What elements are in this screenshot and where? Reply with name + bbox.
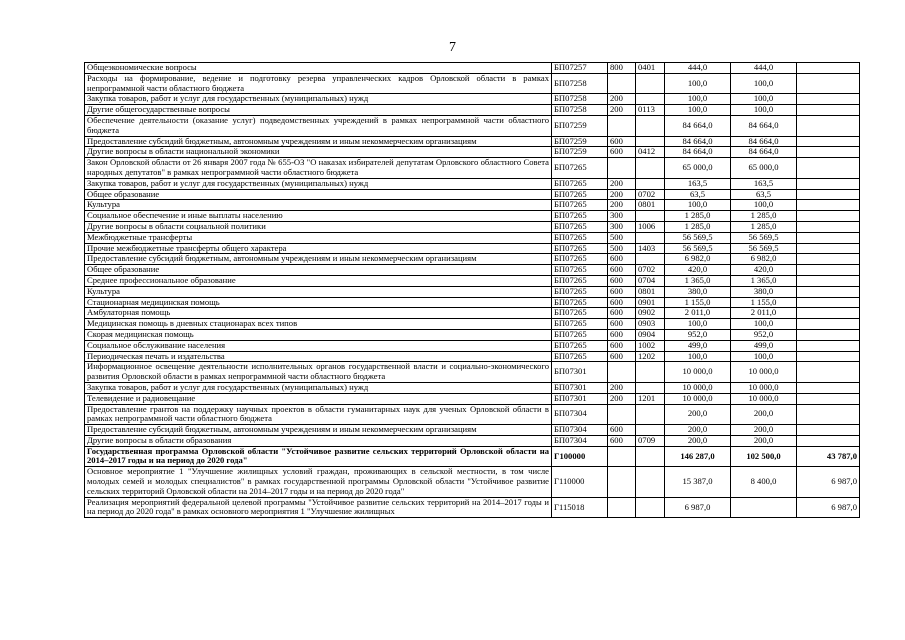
row-amount-federal — [797, 115, 860, 136]
row-rz: 1002 — [636, 340, 665, 351]
table-row — [85, 94, 860, 105]
row-amount-regional: 163,5 — [731, 178, 797, 189]
row-amount-total: 952,0 — [665, 329, 731, 340]
row-amount-federal — [797, 329, 860, 340]
row-kvr: 600 — [608, 351, 636, 362]
row-rz: 0904 — [636, 329, 665, 340]
row-amount-regional: 65 000,0 — [731, 158, 797, 179]
row-code: БП07265 — [552, 178, 608, 189]
row-amount-total: 499,0 — [665, 340, 731, 351]
table-row — [85, 286, 860, 297]
row-name: Другие вопросы в области национальной экономики — [85, 147, 552, 158]
row-rz: 0412 — [636, 147, 665, 158]
row-kvr: 600 — [608, 254, 636, 265]
row-rz: 0401 — [636, 63, 665, 74]
row-name: Закупка товаров, работ и услуг для государственных (муниципальных) нужд — [85, 382, 552, 393]
table-row — [85, 73, 860, 94]
row-rz: 1202 — [636, 351, 665, 362]
row-amount-federal — [797, 94, 860, 105]
row-name: Закупка товаров, работ и услуг для государственных (муниципальных) нужд — [85, 178, 552, 189]
row-code: БП07259 — [552, 136, 608, 147]
row-amount-federal — [797, 435, 860, 446]
row-name: Амбулаторная помощь — [85, 308, 552, 319]
row-kvr — [608, 467, 636, 497]
row-name: Информационное освещение деятельности исполнительных органов государственной власти и социально-экономического развития Орловской области в рамках непрограммной части областного бюджета — [85, 362, 552, 383]
row-code: БП07258 — [552, 94, 608, 105]
row-code: БП07304 — [552, 404, 608, 425]
row-name: Медицинская помощь в дневных стационарах всех типов — [85, 319, 552, 330]
row-code: Г115018 — [552, 497, 608, 518]
row-kvr: 200 — [608, 382, 636, 393]
row-amount-total: 380,0 — [665, 286, 731, 297]
row-amount-regional: 444,0 — [731, 63, 797, 74]
row-kvr: 600 — [608, 136, 636, 147]
row-code: БП07301 — [552, 382, 608, 393]
row-rz — [636, 211, 665, 222]
table-row — [85, 351, 860, 362]
table-row — [85, 382, 860, 393]
row-amount-total: 10 000,0 — [665, 393, 731, 404]
row-amount-regional: 10 000,0 — [731, 362, 797, 383]
row-code: БП07265 — [552, 351, 608, 362]
table-row — [85, 178, 860, 189]
row-name: Предоставление грантов на поддержку научных проектов в области гуманитарных наук для ученых Орловской области в рамках непрограммной части областного бюджета — [85, 404, 552, 425]
row-amount-regional: 100,0 — [731, 105, 797, 116]
row-amount-regional: 100,0 — [731, 319, 797, 330]
row-amount-total: 100,0 — [665, 351, 731, 362]
row-kvr: 600 — [608, 340, 636, 351]
row-kvr: 200 — [608, 94, 636, 105]
row-amount-regional: 56 569,5 — [731, 232, 797, 243]
row-amount-regional: 1 285,0 — [731, 221, 797, 232]
table-row — [85, 243, 860, 254]
row-name: Реализация мероприятий федеральной целевой программы "Устойчивое развитие сельских территорий на 2014–2017 годы и на период до 2020 года" в рамках основного мероприятия 1 "Улучшение жилищных — [85, 497, 552, 518]
row-amount-regional: 8 400,0 — [731, 467, 797, 497]
row-amount-regional: 420,0 — [731, 265, 797, 276]
row-amount-federal — [797, 351, 860, 362]
row-amount-regional: 100,0 — [731, 94, 797, 105]
row-code: БП07304 — [552, 425, 608, 436]
row-amount-regional: 1 365,0 — [731, 275, 797, 286]
table-row — [85, 362, 860, 383]
row-code: БП07265 — [552, 189, 608, 200]
row-amount-federal — [797, 147, 860, 158]
table-row — [85, 446, 860, 467]
row-rz — [636, 497, 665, 518]
row-amount-federal — [797, 393, 860, 404]
row-rz — [636, 232, 665, 243]
row-rz — [636, 158, 665, 179]
row-amount-regional: 380,0 — [731, 286, 797, 297]
row-code: БП07265 — [552, 265, 608, 276]
row-amount-regional: 84 664,0 — [731, 115, 797, 136]
table-row — [85, 308, 860, 319]
row-amount-total: 1 155,0 — [665, 297, 731, 308]
table-row — [85, 497, 860, 518]
row-kvr — [608, 362, 636, 383]
row-name: Скорая медицинская помощь — [85, 329, 552, 340]
row-name: Расходы на формирование, ведение и подготовку резерва управленческих кадров Орловской области в рамках непрограммной части областного бюджета — [85, 73, 552, 94]
row-name: Общее образование — [85, 189, 552, 200]
row-amount-total: 84 664,0 — [665, 136, 731, 147]
row-name: Другие общегосударственные вопросы — [85, 105, 552, 116]
row-amount-regional — [731, 497, 797, 518]
row-amount-regional: 1 285,0 — [731, 211, 797, 222]
row-code: БП07265 — [552, 297, 608, 308]
row-amount-total: 200,0 — [665, 404, 731, 425]
row-amount-total: 146 287,0 — [665, 446, 731, 467]
row-amount-federal — [797, 308, 860, 319]
row-rz: 1403 — [636, 243, 665, 254]
row-amount-regional: 200,0 — [731, 404, 797, 425]
row-amount-regional: 499,0 — [731, 340, 797, 351]
row-kvr: 600 — [608, 319, 636, 330]
table-row — [85, 221, 860, 232]
row-amount-federal: 6 987,0 — [797, 497, 860, 518]
row-rz — [636, 115, 665, 136]
row-amount-federal — [797, 211, 860, 222]
row-code: БП07265 — [552, 243, 608, 254]
row-amount-federal — [797, 286, 860, 297]
row-amount-total: 100,0 — [665, 105, 731, 116]
row-name: Закупка товаров, работ и услуг для государственных (муниципальных) нужд — [85, 94, 552, 105]
row-code: БП07265 — [552, 221, 608, 232]
row-amount-total: 65 000,0 — [665, 158, 731, 179]
row-kvr: 200 — [608, 105, 636, 116]
row-amount-federal — [797, 189, 860, 200]
row-kvr: 600 — [608, 308, 636, 319]
row-amount-federal — [797, 73, 860, 94]
table-row — [85, 340, 860, 351]
row-rz: 0709 — [636, 435, 665, 446]
row-code: БП07301 — [552, 393, 608, 404]
row-name: Культура — [85, 286, 552, 297]
row-kvr: 800 — [608, 63, 636, 74]
row-amount-total: 200,0 — [665, 425, 731, 436]
row-amount-total: 100,0 — [665, 319, 731, 330]
row-amount-federal — [797, 404, 860, 425]
row-amount-total: 100,0 — [665, 200, 731, 211]
row-name: Другие вопросы в области социальной политики — [85, 221, 552, 232]
row-amount-federal: 6 987,0 — [797, 467, 860, 497]
row-kvr — [608, 73, 636, 94]
table-row — [85, 319, 860, 330]
table-row — [85, 467, 860, 497]
row-name: Социальное обслуживание населения — [85, 340, 552, 351]
table-row — [85, 200, 860, 211]
row-amount-total: 15 387,0 — [665, 467, 731, 497]
row-rz — [636, 254, 665, 265]
row-amount-total: 100,0 — [665, 73, 731, 94]
row-amount-federal — [797, 221, 860, 232]
table-row — [85, 275, 860, 286]
row-code: БП07259 — [552, 147, 608, 158]
row-code: БП07265 — [552, 200, 608, 211]
row-rz — [636, 73, 665, 94]
row-amount-federal — [797, 425, 860, 436]
row-name: Закон Орловской области от 26 января 2007 года № 655-ОЗ "О наказах избирателей депутатам Орловского областного Совета народных депутатов" в рамках непрограммной части областного бюджета — [85, 158, 552, 179]
row-amount-total: 63,5 — [665, 189, 731, 200]
row-amount-total: 444,0 — [665, 63, 731, 74]
row-rz: 0113 — [636, 105, 665, 116]
row-rz: 1201 — [636, 393, 665, 404]
row-name: Обеспечение деятельности (оказание услуг) подведомственных учреждений в рамках непрограммной части областного бюджета — [85, 115, 552, 136]
row-code: БП07265 — [552, 232, 608, 243]
row-amount-federal — [797, 158, 860, 179]
row-amount-federal — [797, 275, 860, 286]
budget-table — [84, 62, 860, 518]
row-amount-regional: 84 664,0 — [731, 136, 797, 147]
table-row — [85, 147, 860, 158]
table-row — [85, 211, 860, 222]
row-kvr — [608, 446, 636, 467]
row-amount-total: 200,0 — [665, 435, 731, 446]
row-kvr: 300 — [608, 211, 636, 222]
row-kvr: 200 — [608, 178, 636, 189]
table-row — [85, 63, 860, 74]
row-code: БП07265 — [552, 340, 608, 351]
row-amount-regional: 200,0 — [731, 435, 797, 446]
row-amount-federal — [797, 63, 860, 74]
row-amount-federal — [797, 200, 860, 211]
row-code: БП07265 — [552, 158, 608, 179]
row-amount-federal — [797, 297, 860, 308]
row-name: Предоставление субсидий бюджетным, автономным учреждениям и иным некоммерческим организациям — [85, 425, 552, 436]
row-kvr: 600 — [608, 286, 636, 297]
row-amount-total: 6 982,0 — [665, 254, 731, 265]
row-code: БП07258 — [552, 105, 608, 116]
row-amount-regional: 56 569,5 — [731, 243, 797, 254]
row-amount-regional: 100,0 — [731, 200, 797, 211]
row-amount-total: 1 285,0 — [665, 221, 731, 232]
row-rz: 0801 — [636, 286, 665, 297]
row-amount-federal — [797, 382, 860, 393]
row-amount-federal: 43 787,0 — [797, 446, 860, 467]
row-rz — [636, 136, 665, 147]
table-row — [85, 297, 860, 308]
row-amount-total: 1 285,0 — [665, 211, 731, 222]
row-amount-federal — [797, 105, 860, 116]
row-amount-total: 10 000,0 — [665, 382, 731, 393]
row-name: Предоставление субсидий бюджетным, автономным учреждениям и иным некоммерческим организациям — [85, 136, 552, 147]
row-amount-regional: 952,0 — [731, 329, 797, 340]
row-code: БП07265 — [552, 329, 608, 340]
row-rz — [636, 404, 665, 425]
row-amount-total: 2 011,0 — [665, 308, 731, 319]
row-amount-regional: 1 155,0 — [731, 297, 797, 308]
row-amount-federal — [797, 319, 860, 330]
row-rz: 0704 — [636, 275, 665, 286]
row-code: БП07265 — [552, 308, 608, 319]
row-amount-federal — [797, 178, 860, 189]
row-code: БП07259 — [552, 115, 608, 136]
row-amount-total: 420,0 — [665, 265, 731, 276]
row-kvr: 200 — [608, 200, 636, 211]
row-name: Общеэкономические вопросы — [85, 63, 552, 74]
table-row — [85, 189, 860, 200]
row-code: БП07304 — [552, 435, 608, 446]
row-amount-total: 1 365,0 — [665, 275, 731, 286]
row-amount-federal — [797, 232, 860, 243]
row-name: Другие вопросы в области образования — [85, 435, 552, 446]
row-amount-federal — [797, 340, 860, 351]
row-code: БП07301 — [552, 362, 608, 383]
row-name: Предоставление субсидий бюджетным, автономным учреждениям и иным некоммерческим организациям — [85, 254, 552, 265]
row-name: Социальное обеспечение и иные выплаты населению — [85, 211, 552, 222]
row-kvr: 200 — [608, 189, 636, 200]
row-rz — [636, 362, 665, 383]
row-kvr: 300 — [608, 221, 636, 232]
row-name: Стационарная медицинская помощь — [85, 297, 552, 308]
row-kvr — [608, 404, 636, 425]
row-amount-regional: 63,5 — [731, 189, 797, 200]
table-row — [85, 232, 860, 243]
row-code: БП07265 — [552, 275, 608, 286]
row-amount-regional: 200,0 — [731, 425, 797, 436]
row-amount-federal — [797, 136, 860, 147]
row-kvr: 600 — [608, 147, 636, 158]
row-rz: 0903 — [636, 319, 665, 330]
budget-table-body — [85, 63, 860, 518]
row-amount-regional: 84 664,0 — [731, 147, 797, 158]
table-row — [85, 329, 860, 340]
row-kvr: 600 — [608, 329, 636, 340]
row-kvr: 600 — [608, 435, 636, 446]
table-row — [85, 404, 860, 425]
row-rz: 1006 — [636, 221, 665, 232]
row-kvr — [608, 497, 636, 518]
row-name: Телевидение и радиовещание — [85, 393, 552, 404]
row-code: БП07265 — [552, 254, 608, 265]
row-amount-total: 163,5 — [665, 178, 731, 189]
row-amount-regional: 100,0 — [731, 351, 797, 362]
table-row — [85, 425, 860, 436]
row-code: БП07265 — [552, 319, 608, 330]
row-amount-federal — [797, 265, 860, 276]
table-row — [85, 254, 860, 265]
row-amount-regional: 10 000,0 — [731, 382, 797, 393]
row-rz — [636, 94, 665, 105]
row-name: Основное мероприятие 1 "Улучшение жилищных условий граждан, проживающих в сельской местности, в том числе молодых семей и молодых специалистов" в рамках государственной программы Орловской области "Устойчивое развитие сельских территорий Орловской области на 2014–2017 годы и на период до 2020 года" — [85, 467, 552, 497]
row-rz: 0902 — [636, 308, 665, 319]
row-kvr: 600 — [608, 297, 636, 308]
row-name: Общее образование — [85, 265, 552, 276]
row-amount-regional: 2 011,0 — [731, 308, 797, 319]
row-code: БП07258 — [552, 73, 608, 94]
row-name: Культура — [85, 200, 552, 211]
row-name: Государственная программа Орловской области "Устойчивое развитие сельских территорий Орловской области на 2014–2017 годы и на период до 2020 года" — [85, 446, 552, 467]
row-rz: 0702 — [636, 189, 665, 200]
table-row — [85, 115, 860, 136]
table-row — [85, 105, 860, 116]
row-kvr — [608, 158, 636, 179]
page-number: 7 — [449, 40, 456, 55]
row-code: БП07257 — [552, 63, 608, 74]
row-kvr: 500 — [608, 232, 636, 243]
row-rz: 0702 — [636, 265, 665, 276]
row-amount-total: 100,0 — [665, 94, 731, 105]
table-row — [85, 393, 860, 404]
row-rz — [636, 425, 665, 436]
row-amount-total: 56 569,5 — [665, 243, 731, 254]
table-row — [85, 435, 860, 446]
row-rz: 0901 — [636, 297, 665, 308]
table-row — [85, 265, 860, 276]
row-rz — [636, 446, 665, 467]
table-row — [85, 158, 860, 179]
row-kvr: 600 — [608, 275, 636, 286]
row-amount-federal — [797, 254, 860, 265]
row-rz: 0801 — [636, 200, 665, 211]
row-kvr: 200 — [608, 393, 636, 404]
row-amount-total: 84 664,0 — [665, 115, 731, 136]
row-kvr: 500 — [608, 243, 636, 254]
row-name: Периодическая печать и издательства — [85, 351, 552, 362]
row-kvr: 600 — [608, 425, 636, 436]
row-amount-total: 84 664,0 — [665, 147, 731, 158]
row-kvr — [608, 115, 636, 136]
row-amount-regional: 10 000,0 — [731, 393, 797, 404]
row-kvr: 600 — [608, 265, 636, 276]
row-amount-total: 6 987,0 — [665, 497, 731, 518]
row-amount-total: 10 000,0 — [665, 362, 731, 383]
row-rz — [636, 382, 665, 393]
row-rz — [636, 178, 665, 189]
row-amount-regional: 6 982,0 — [731, 254, 797, 265]
row-code: БП07265 — [552, 286, 608, 297]
row-name: Межбюджетные трансферты — [85, 232, 552, 243]
row-name: Прочие межбюджетные трансферты общего характера — [85, 243, 552, 254]
row-code: Г110000 — [552, 467, 608, 497]
row-amount-total: 56 569,5 — [665, 232, 731, 243]
row-name: Среднее профессиональное образование — [85, 275, 552, 286]
row-rz — [636, 467, 665, 497]
table-row — [85, 136, 860, 147]
row-amount-federal — [797, 362, 860, 383]
row-code: БП07265 — [552, 211, 608, 222]
row-amount-federal — [797, 243, 860, 254]
row-code: Г100000 — [552, 446, 608, 467]
row-amount-regional: 100,0 — [731, 73, 797, 94]
row-amount-regional: 102 500,0 — [731, 446, 797, 467]
